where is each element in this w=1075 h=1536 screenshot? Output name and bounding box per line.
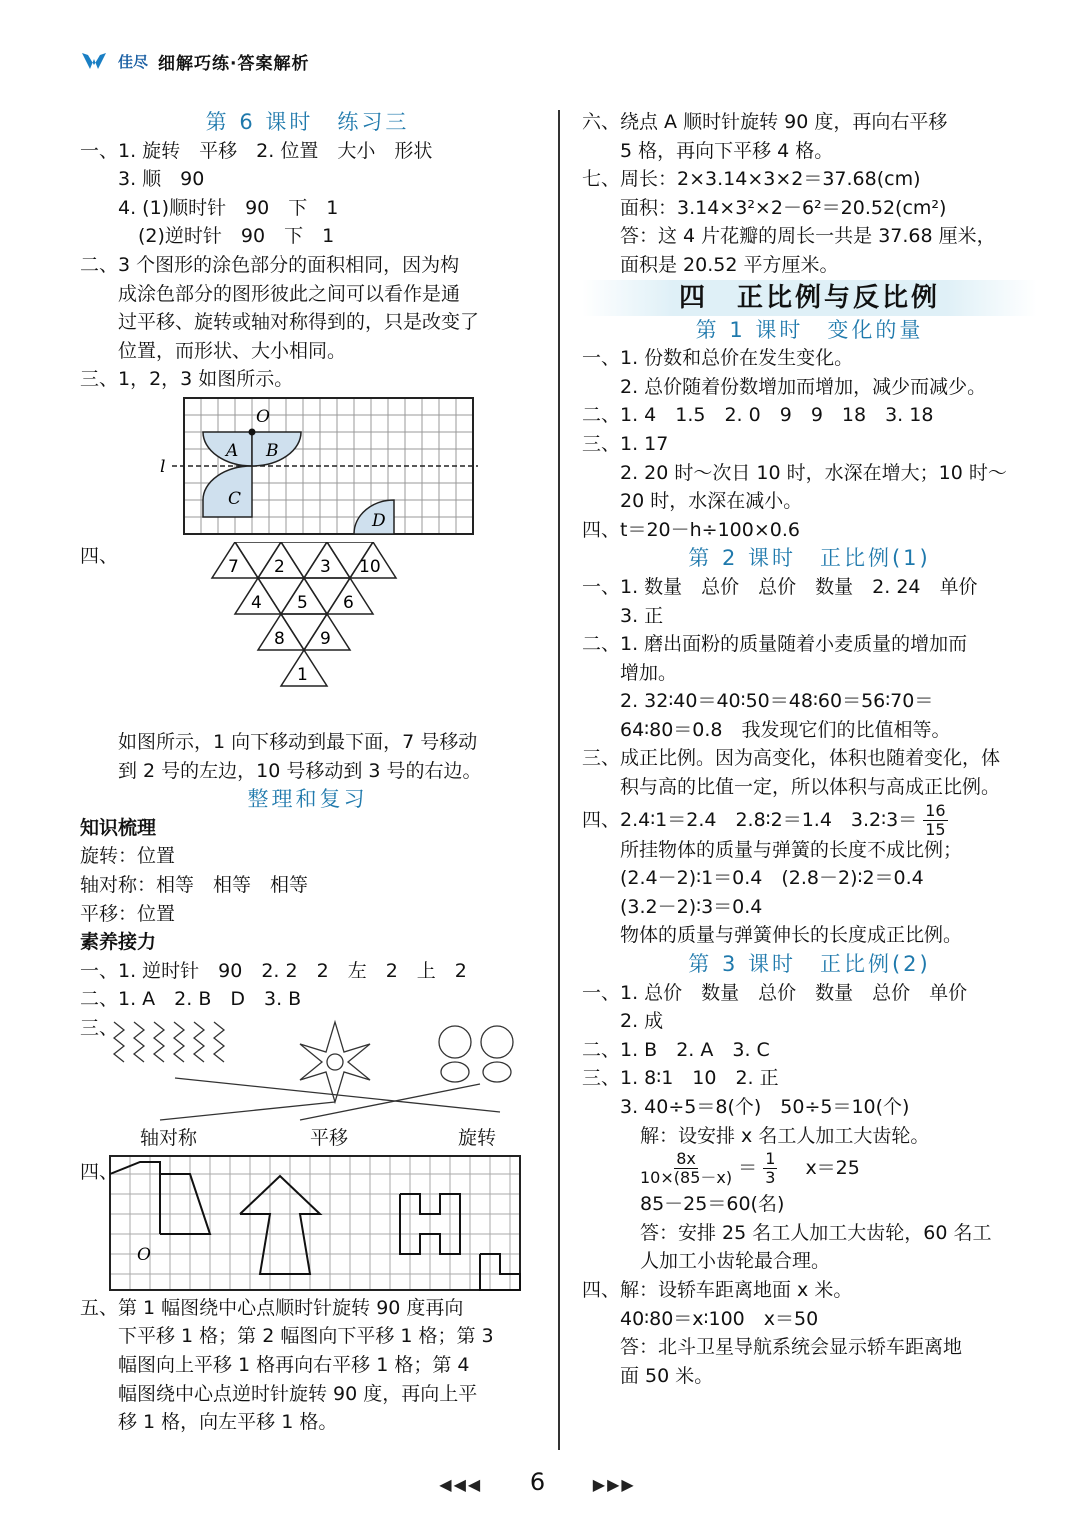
answer-line: 四、t＝20－h÷100×0.6 bbox=[582, 518, 800, 541]
lesson-title: 第 3 课时 正比例(2) bbox=[688, 952, 931, 977]
answer-line: 一、1. 旋转 平移 2. 位置 大小 形状 bbox=[80, 139, 433, 162]
answer-line: 2. 20 时～次日 10 时，水深在增大；10 时～ bbox=[620, 461, 1007, 484]
label-axis-symmetry: 轴对称 bbox=[140, 1126, 198, 1149]
answer-line: 三、1，2，3 如图所示。 bbox=[80, 368, 294, 391]
fraction-numerator: 16 bbox=[925, 800, 946, 820]
shape-c-label: C bbox=[228, 488, 242, 509]
answer-line: 如图所示，1 向下移动到最下面，7 号移动 bbox=[118, 730, 478, 753]
grid-figure bbox=[80, 394, 535, 542]
question-label: 四、 bbox=[80, 544, 119, 567]
grid-figure-2-svg bbox=[80, 1154, 535, 1294]
left-column bbox=[80, 108, 535, 1437]
triangle-4: 4 bbox=[251, 592, 262, 613]
fraction bbox=[763, 1150, 777, 1187]
lesson-title: 第 1 课时 变化的量 bbox=[695, 317, 924, 342]
point-o-label: O bbox=[137, 1244, 151, 1265]
answer-line: 幅图绕中心点逆时针旋转 90 度，再向上平 bbox=[118, 1382, 478, 1405]
page-footer bbox=[0, 1468, 1075, 1496]
answer-line: 解：设安排 x 名工人加工大齿轮。 bbox=[640, 1124, 930, 1147]
answer-line: 2. 总价随着份数增加而增加，减少而减少。 bbox=[620, 375, 987, 398]
answer-line: 一、1. 份数和总价在发生变化。 bbox=[582, 347, 854, 370]
fraction bbox=[640, 1150, 732, 1187]
triangle-3: 3 bbox=[320, 556, 331, 577]
answer-line: 面积是 20.52 平方厘米。 bbox=[620, 253, 839, 276]
triangle-1: 1 bbox=[297, 664, 308, 685]
answer-line: 2. 32∶40＝40∶50＝48∶60＝56∶70＝ bbox=[620, 690, 934, 713]
brand-logo-icon bbox=[80, 49, 108, 73]
answer-line: 幅图向上平移 1 格再向右平移 1 格；第 4 bbox=[118, 1354, 470, 1377]
answer-line: 增加。 bbox=[620, 661, 678, 684]
answer-line: 4. (1)顺时针 90 下 1 bbox=[118, 196, 339, 219]
grid-figure-svg bbox=[80, 394, 480, 540]
answer-line: 三、成正比例。因为高变化，体积也随着变化，体 bbox=[582, 747, 1001, 770]
subheading: 知识梳理 bbox=[80, 816, 157, 839]
unit-title: 四 正比例与反比例 bbox=[582, 280, 1037, 316]
question-label: 四、 bbox=[80, 1160, 119, 1183]
triangle-figure bbox=[80, 542, 535, 728]
answer-line: 四、解：设轿车距离地面 x 米。 bbox=[582, 1278, 853, 1301]
triangle-figure-svg bbox=[80, 542, 500, 726]
equals-sign: ＝ bbox=[738, 1157, 758, 1180]
answer-line: (3.2－2)∶3＝0.4 bbox=[620, 895, 763, 918]
answer-line: 旋转：位置 bbox=[80, 845, 176, 868]
answer-line: 五、第 1 幅图绕中心点顺时针旋转 90 度再向 bbox=[80, 1296, 464, 1319]
triangle-6: 6 bbox=[343, 592, 354, 613]
answer-line: 三、1. 17 bbox=[582, 432, 669, 455]
answer-line: (2)逆时针 90 下 1 bbox=[138, 225, 335, 248]
answer-line: 85－25＝60(名) bbox=[640, 1193, 785, 1216]
column-divider bbox=[558, 110, 560, 1450]
answer-line: 答：这 4 片花瓣的周长一共是 37.68 厘米， bbox=[620, 225, 996, 248]
question-label: 三、 bbox=[80, 1016, 119, 1039]
answer-text: 四、2.4∶1＝2.4 2.8∶2＝1.4 3.2∶3＝ bbox=[582, 808, 918, 831]
answer-line: 二、1. A 2. B D 3. B bbox=[80, 988, 302, 1011]
answer-line: 答：安排 25 名工人加工大齿轮，60 名工 bbox=[640, 1221, 992, 1244]
fraction-numerator: 1 bbox=[765, 1149, 776, 1169]
fraction-denominator: 10×(85－x) bbox=[640, 1168, 733, 1188]
answer-line: 一、1. 逆时针 90 2. 2 2 左 2 上 2 bbox=[80, 959, 467, 982]
answer-line: 二、1. 4 1.5 2. 0 9 9 18 3. 18 bbox=[582, 404, 934, 427]
answer-line: 面积：3.14×3²×2－6²＝20.52(cm²) bbox=[620, 196, 947, 219]
answer-line: 面 50 米。 bbox=[620, 1364, 714, 1387]
answer-line: 移 1 格，向左平移 1 格。 bbox=[118, 1411, 338, 1434]
answer-line: 成涂色部分的图形彼此之间可以看作是通 bbox=[118, 282, 461, 305]
answer-line: 一、1. 数量 总价 总价 数量 2. 24 单价 bbox=[582, 575, 978, 598]
answer-line: 20 时，水深在减小。 bbox=[620, 490, 803, 513]
shape-b-label: B bbox=[266, 440, 279, 461]
grid-figure-2 bbox=[80, 1154, 535, 1294]
page-number: 6 bbox=[529, 1468, 546, 1496]
subheading: 素养接力 bbox=[80, 931, 157, 954]
answer-line: 3. 顺 90 bbox=[118, 168, 205, 191]
fraction-numerator: 8x bbox=[676, 1149, 696, 1169]
answer-line: 二、1. B 2. A 3. C bbox=[582, 1038, 770, 1061]
equation-result: x＝25 bbox=[805, 1157, 860, 1180]
equation-line bbox=[582, 1150, 1037, 1190]
triangle-10: 10 bbox=[359, 556, 381, 577]
answer-line: 2. 成 bbox=[620, 1010, 664, 1033]
answer-line-with-fraction bbox=[582, 800, 1037, 839]
answer-line: 下平移 1 格；第 2 幅图向下平移 1 格；第 3 bbox=[118, 1325, 494, 1348]
shape-d-label: D bbox=[372, 510, 386, 531]
right-column bbox=[582, 108, 1037, 1390]
answer-line: 到 2 号的左边，10 号移动到 3 号的右边。 bbox=[118, 759, 482, 782]
matching-labels bbox=[80, 1124, 535, 1154]
answer-line: 二、1. 磨出面粉的质量随着小麦质量的增加而 bbox=[582, 633, 968, 656]
answer-line: 3. 正 bbox=[620, 604, 664, 627]
answer-line: 所挂物体的质量与弹簧的长度不成比例； bbox=[620, 838, 963, 861]
lesson-title: 第 6 课时 练习三 bbox=[205, 110, 410, 134]
fraction-denominator: 15 bbox=[925, 819, 946, 839]
axis-l-label: l bbox=[160, 456, 166, 477]
answer-line: 答：北斗卫星导航系统会显示轿车距离地 bbox=[620, 1336, 963, 1359]
answer-line: 三、1. 8∶1 10 2. 正 bbox=[582, 1067, 779, 1090]
triangle-5: 5 bbox=[297, 592, 308, 613]
triangle-2: 2 bbox=[274, 556, 285, 577]
answer-line: 平移：位置 bbox=[80, 902, 176, 925]
answer-line: 过平移、旋转或轴对称得到的，只是改变了 bbox=[118, 311, 480, 334]
answer-line: 一、1. 总价 数量 总价 数量 总价 单价 bbox=[582, 981, 968, 1004]
triangle-7: 7 bbox=[228, 556, 239, 577]
fraction bbox=[923, 802, 947, 839]
page-header bbox=[80, 46, 309, 76]
label-rotation: 旋转 bbox=[458, 1126, 497, 1149]
matching-figure-svg bbox=[80, 1014, 535, 1124]
answer-line: (2.4－2)∶1＝0.4 (2.8－2)∶2＝0.4 bbox=[620, 867, 924, 890]
shape-a-label: A bbox=[226, 440, 239, 461]
brand-name: 佳尽 bbox=[118, 52, 149, 71]
answer-line: 七、周长：2×3.14×3×2＝37.68(cm) bbox=[582, 168, 921, 191]
answer-line: 积与高的比值一定，所以体积与高成正比例。 bbox=[620, 776, 1001, 799]
answer-line: 六、绕点 A 顺时针旋转 90 度，再向右平移 bbox=[582, 111, 948, 133]
answer-line: 3. 40÷5＝8(个) 50÷5＝10(个) bbox=[620, 1096, 910, 1118]
label-translation: 平移 bbox=[310, 1126, 349, 1149]
answer-line: 5 格，再向下平移 4 格。 bbox=[620, 139, 834, 162]
matching-figure bbox=[80, 1014, 535, 1124]
answer-line: 40∶80＝x∶100 x＝50 bbox=[620, 1307, 819, 1330]
triangle-9: 9 bbox=[320, 628, 331, 649]
answer-line: 二、3 个图形的涂色部分的面积相同，因为构 bbox=[80, 253, 460, 276]
section-title: 整理和复习 bbox=[247, 787, 368, 812]
triangle-8: 8 bbox=[274, 628, 285, 649]
answer-line: 位置，而形状、大小相同。 bbox=[118, 339, 347, 362]
prev-arrows-icon: ◀◀◀ bbox=[439, 1475, 483, 1494]
answer-line: 人加工小齿轮最合理。 bbox=[640, 1250, 831, 1273]
answer-line: 64∶80＝0.8 我发现它们的比值相等。 bbox=[620, 718, 951, 741]
next-arrows-icon: ▶▶▶ bbox=[592, 1475, 636, 1494]
header-title: 细解巧练·答案解析 bbox=[158, 53, 310, 74]
answer-line: 物体的质量与弹簧伸长的长度成正比例。 bbox=[620, 924, 963, 947]
point-o-label: O bbox=[256, 406, 270, 427]
fraction-denominator: 3 bbox=[765, 1168, 776, 1188]
answer-line: 轴对称：相等 相等 相等 bbox=[80, 873, 309, 896]
lesson-title: 第 2 课时 正比例(1) bbox=[688, 546, 931, 571]
